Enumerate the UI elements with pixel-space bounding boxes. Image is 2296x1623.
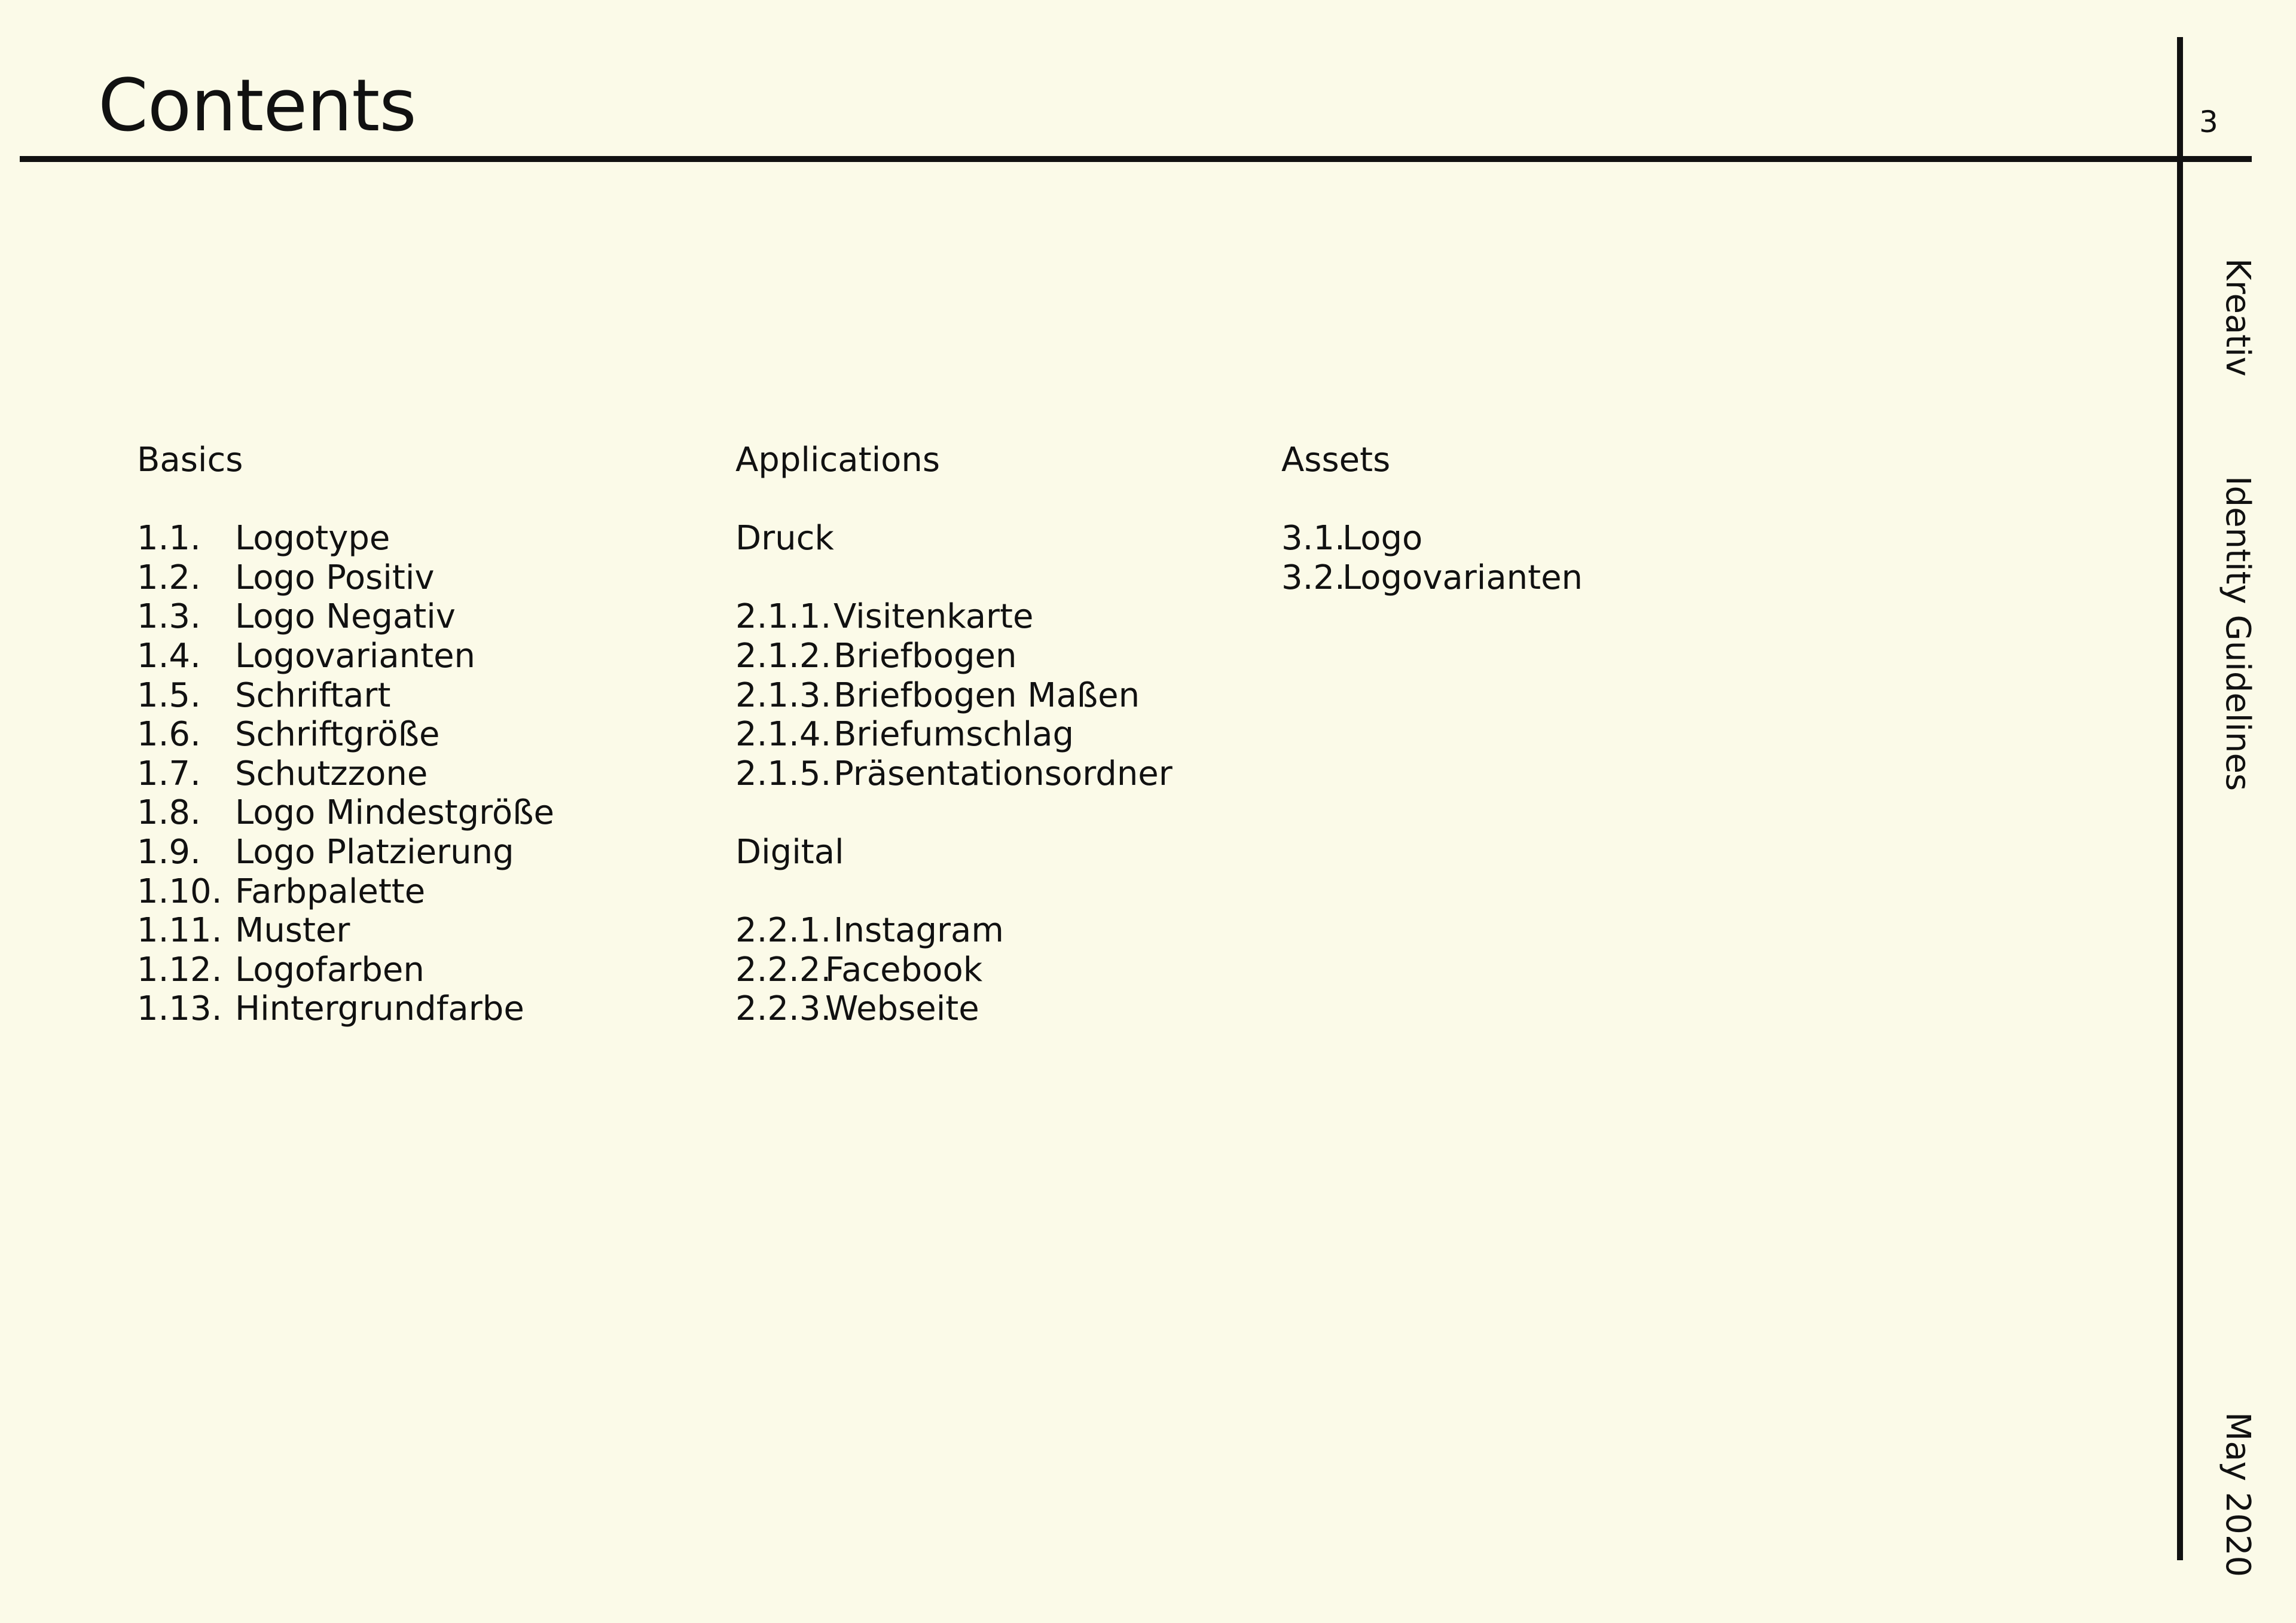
toc-entry[interactable] bbox=[137, 989, 554, 1029]
toc-entry[interactable] bbox=[137, 872, 554, 912]
entry-number: 1.3. bbox=[137, 597, 201, 637]
page-number: 3 bbox=[2199, 105, 2218, 139]
entry-label: Schriftart bbox=[235, 676, 391, 715]
entry-label: Logotype bbox=[235, 519, 390, 558]
entry-label: Schutzzone bbox=[235, 754, 428, 793]
entry-number: 2.1.1. bbox=[735, 597, 832, 637]
toc-entry[interactable] bbox=[1281, 519, 1583, 558]
side-date: May 2020 bbox=[2218, 1412, 2257, 1578]
entry-number: 3.2. bbox=[1281, 558, 1345, 597]
entry-number: 1.5. bbox=[137, 676, 201, 715]
toc-entry[interactable] bbox=[735, 715, 1173, 754]
toc-column-basics bbox=[137, 441, 554, 1029]
entry-number: 2.1.3. bbox=[735, 676, 832, 715]
toc-entry[interactable] bbox=[735, 597, 1173, 637]
entry-number: 1.10. bbox=[137, 872, 222, 911]
toc-entry[interactable] bbox=[137, 597, 554, 637]
entry-number: 3.1. bbox=[1281, 519, 1345, 558]
toc-entry[interactable] bbox=[735, 676, 1173, 716]
entry-number: 2.2.1. bbox=[735, 911, 832, 950]
side-brand-label: Kreativ bbox=[2218, 258, 2257, 377]
entry-number: 1.7. bbox=[137, 754, 201, 793]
entry-number: 1.12. bbox=[137, 950, 222, 989]
entry-number: 1.13. bbox=[137, 989, 222, 1029]
toc-entry[interactable] bbox=[137, 950, 554, 990]
toc-entry[interactable] bbox=[735, 989, 1173, 1029]
entry-label: Visitenkarte bbox=[833, 597, 1034, 637]
toc-entry[interactable] bbox=[137, 715, 554, 754]
entry-label: Logovarianten bbox=[235, 636, 476, 676]
section-heading-assets: Assets bbox=[1281, 441, 1391, 479]
entry-label: Hintergrundfarbe bbox=[235, 989, 524, 1029]
entry-number: 1.8. bbox=[137, 793, 201, 833]
entry-label: Muster bbox=[235, 911, 350, 950]
section-heading-basics: Basics bbox=[137, 441, 243, 479]
toc-entry[interactable] bbox=[735, 950, 1173, 990]
entry-number: 1.6. bbox=[137, 715, 201, 754]
entry-number: 1.2. bbox=[137, 558, 201, 597]
entry-number: 2.1.5. bbox=[735, 754, 832, 793]
entry-label: Briefumschlag bbox=[833, 715, 1074, 754]
entry-number: 1.4. bbox=[137, 636, 201, 676]
toc-entry[interactable] bbox=[735, 637, 1173, 676]
toc-entry[interactable] bbox=[137, 558, 554, 598]
entry-label: Instagram bbox=[833, 911, 1004, 950]
entry-label: Webseite bbox=[825, 989, 979, 1029]
toc-entry[interactable] bbox=[137, 519, 554, 558]
entry-label: Logo Platzierung bbox=[235, 832, 514, 872]
toc-entry[interactable] bbox=[137, 793, 554, 833]
entry-label: Logovarianten bbox=[1342, 558, 1583, 597]
toc-column-applications bbox=[735, 441, 1173, 1029]
entry-label: Logo Positiv bbox=[235, 558, 435, 597]
entry-label: Logo bbox=[1342, 519, 1423, 558]
entry-label: Briefbogen bbox=[833, 636, 1017, 676]
side-doc-title: Identity Guidelines bbox=[2218, 476, 2257, 791]
entry-label: Logo Negativ bbox=[235, 597, 456, 637]
entry-label: Logofarben bbox=[235, 950, 425, 989]
toc-entry[interactable] bbox=[735, 754, 1173, 794]
toc-entry[interactable] bbox=[137, 676, 554, 716]
entry-number: 2.2.2. bbox=[735, 950, 832, 989]
entry-number: 1.1. bbox=[137, 519, 201, 558]
toc-column-assets bbox=[1281, 441, 1583, 597]
toc-entry[interactable] bbox=[1281, 558, 1583, 598]
entry-number: 2.2.3. bbox=[735, 989, 832, 1029]
toc-entry[interactable] bbox=[735, 911, 1173, 950]
toc-entry[interactable] bbox=[137, 833, 554, 872]
entry-number: 2.1.2. bbox=[735, 636, 832, 676]
subsection-heading-druck: Druck bbox=[735, 519, 834, 558]
toc-entry[interactable] bbox=[137, 754, 554, 794]
entry-label: Briefbogen Maßen bbox=[833, 676, 1140, 715]
entry-label: Schriftgröße bbox=[235, 715, 440, 754]
toc-entry[interactable] bbox=[137, 911, 554, 950]
entry-label: Farbpalette bbox=[235, 872, 426, 911]
entry-number: 1.11. bbox=[137, 911, 222, 950]
section-heading-applications: Applications bbox=[735, 441, 941, 479]
header-rule bbox=[20, 156, 2252, 162]
toc-entry[interactable] bbox=[137, 637, 554, 676]
side-rule bbox=[2177, 37, 2183, 1560]
entry-label: Facebook bbox=[825, 950, 983, 989]
page-title: Contents bbox=[98, 65, 416, 148]
entry-number: 2.1.4. bbox=[735, 715, 832, 754]
entry-label: Präsentationsordner bbox=[833, 754, 1173, 793]
entry-label: Logo Mindestgröße bbox=[235, 793, 554, 833]
subsection-heading-digital: Digital bbox=[735, 832, 844, 872]
entry-number: 1.9. bbox=[137, 832, 201, 872]
